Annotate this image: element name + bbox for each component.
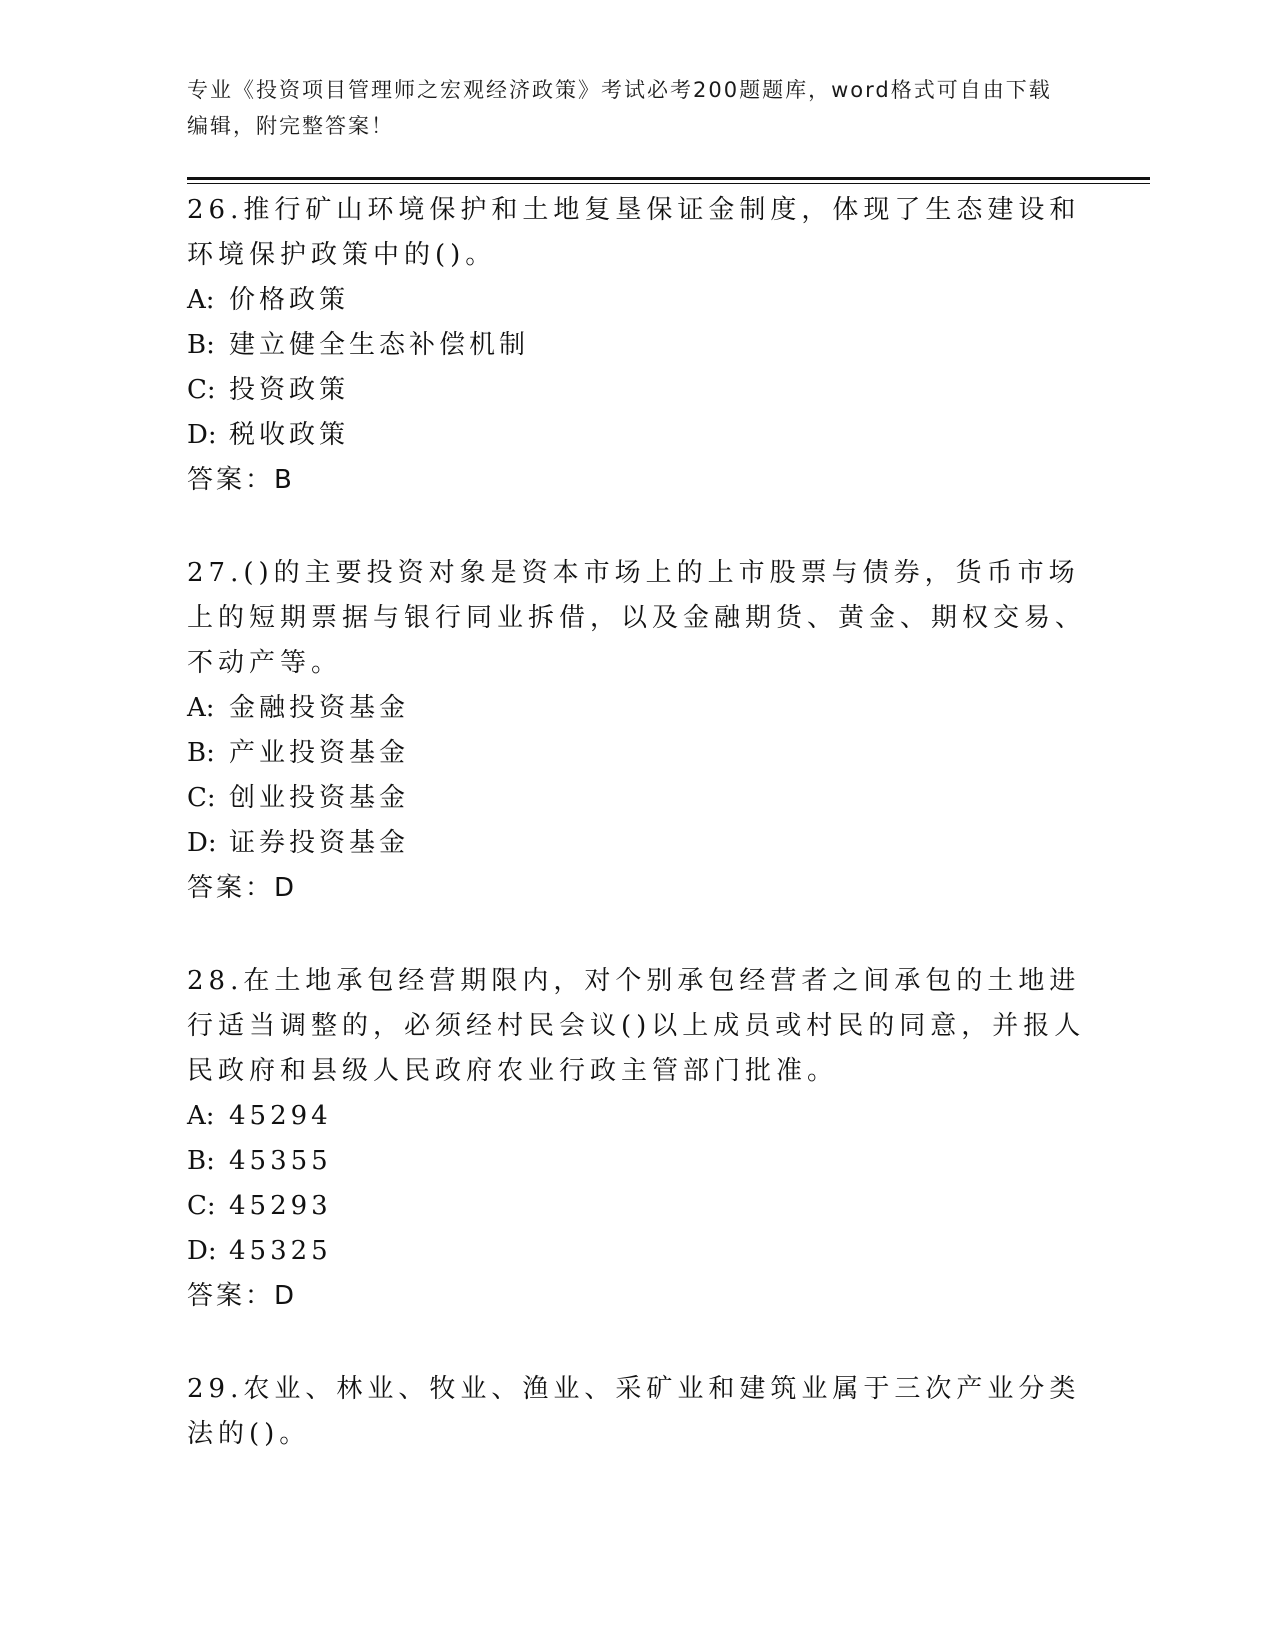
option-text: 投资政策: [229, 375, 350, 405]
option-a: [187, 686, 1087, 731]
option-text: 45293: [229, 1191, 332, 1221]
option-text: 税收政策: [229, 420, 350, 450]
option-a: [187, 278, 1087, 323]
question-28: [187, 959, 1087, 1319]
question-text: 29.农业、林业、牧业、渔业、采矿业和建筑业属于三次产业分类法的()。: [187, 1374, 1081, 1449]
option-a: [187, 1094, 1087, 1139]
question-26: [187, 188, 1087, 503]
option-text: 45355: [229, 1146, 332, 1176]
option-b: [187, 1139, 1087, 1184]
answer-label: 答案：D: [187, 873, 298, 903]
option-letter: D:: [187, 828, 217, 858]
option-text: 金融投资基金: [229, 693, 410, 723]
option-text: 价格政策: [229, 285, 350, 315]
option-text: 产业投资基金: [229, 738, 410, 768]
answer-label: 答案：B: [187, 465, 295, 495]
header-divider-thin: [187, 183, 1150, 184]
option-text: 45294: [229, 1101, 332, 1131]
option-letter: C:: [187, 375, 216, 405]
option-letter: D:: [187, 420, 217, 450]
option-c: [187, 368, 1087, 413]
option-text: 证券投资基金: [229, 828, 410, 858]
document-header: 专业《投资项目管理师之宏观经济政策》考试必考200题题库，word格式可自由下载编辑，附完整答案！: [187, 78, 1052, 138]
option-c: [187, 776, 1087, 821]
option-b: [187, 323, 1087, 368]
option-letter: D:: [187, 1236, 217, 1266]
option-d: [187, 413, 1087, 458]
question-text: 28.在土地承包经营期限内，对个别承包经营者之间承包的土地进行适当调整的，必须经村民会议()以上成员或村民的同意，并报人民政府和县级人民政府农业行政主管部门批准。: [187, 966, 1086, 1086]
option-c: [187, 1184, 1087, 1229]
question-29: [187, 1367, 1087, 1457]
option-text: 创业投资基金: [229, 783, 410, 813]
option-letter: A:: [187, 285, 215, 315]
option-letter: C:: [187, 783, 216, 813]
header-divider-thick: [187, 177, 1150, 180]
option-d: [187, 1229, 1087, 1274]
option-letter: B:: [187, 738, 215, 768]
option-letter: A:: [187, 693, 215, 723]
option-text: 45325: [229, 1236, 332, 1266]
option-letter: B:: [187, 330, 215, 360]
option-letter: A:: [187, 1101, 215, 1131]
option-b: [187, 731, 1087, 776]
option-d: [187, 821, 1087, 866]
option-letter: B:: [187, 1146, 215, 1176]
question-text: 26.推行矿山环境保护和土地复垦保证金制度，体现了生态建设和环境保护政策中的()。: [187, 195, 1081, 270]
option-text: 建立健全生态补偿机制: [229, 330, 530, 360]
answer-label: 答案：D: [187, 1281, 298, 1311]
option-letter: C:: [187, 1191, 216, 1221]
question-list: [187, 188, 1087, 1505]
question-27: [187, 551, 1087, 911]
question-text: 27.()的主要投资对象是资本市场上的上市股票与债券，货币市场上的短期票据与银行同业拆借，以及金融期货、黄金、期权交易、不动产等。: [187, 558, 1087, 678]
